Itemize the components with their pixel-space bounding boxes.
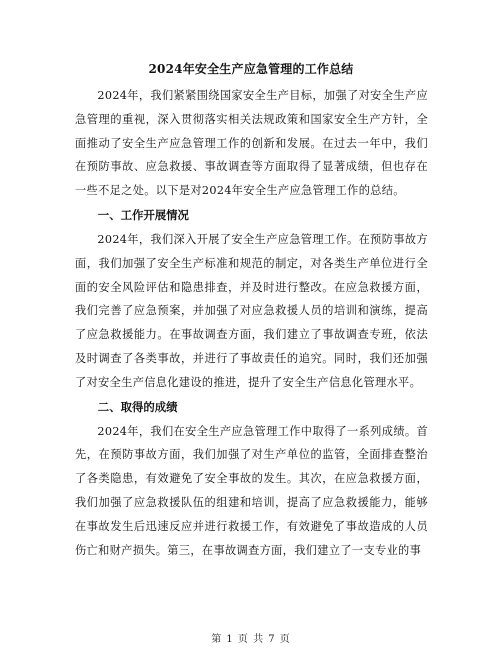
document-title: 2024年安全生产应急管理的工作总结 [148, 62, 354, 76]
section-paragraph: 2024年，我们深入开展了安全生产应急管理工作。在预防事故方面，我们加强了安全生产标准和规范的制定，对各类生产单位进行全面的安全风险评估和隐患排查，并及时进行整改。在应急救援方面，我们完善了应急预案，并加强了对应急救援人员的培训和演练，提高了应急救援能力。在事故调查方面，我们建立了事故调查专班，依法及时调查了各类事故，并进行了事故责任的追究。同时，我们还加强了对安全生产信息化建设的推进，提升了安全生产信息化管理水平。 [75, 232, 428, 389]
section-heading: 二、取得的成绩 [97, 399, 178, 414]
section-heading: 一、工作开展情况 [97, 207, 189, 222]
document-body [75, 84, 428, 562]
intro-paragraph: 2024年，我们紧紧围绕国家安全生产目标，加强了对安全生产应急管理的重视，深入贯彻落实相关法规政策和国家安全生产方针，全面推动了安全生产应急管理工作的创新和发展。在过去一年中，我们在预防事故、应急救援、事故调查等方面取得了显著成绩，但也存在一些不足之处。以下是对2024年安全生产应急管理工作的总结。 [75, 89, 428, 198]
section-paragraph: 2024年，我们在安全生产应急管理工作中取得了一系列成绩。首先，在预防事故方面，我们加强了对生产单位的监管，全面排查整治了各类隐患，有效避免了安全事故的发生。其次，在应急救援方面，我们加强了应急救援队伍的组建和培训，提高了应急救援能力，能够在事故发生后迅速反应并进行救援工作，有效避免了事故造成的人员伤亡和财产损失。第三，在事故调查方面，我们建立了一支专业的事 [75, 424, 428, 557]
page-number-footer: 第 1 页 共 7 页 [211, 634, 291, 645]
